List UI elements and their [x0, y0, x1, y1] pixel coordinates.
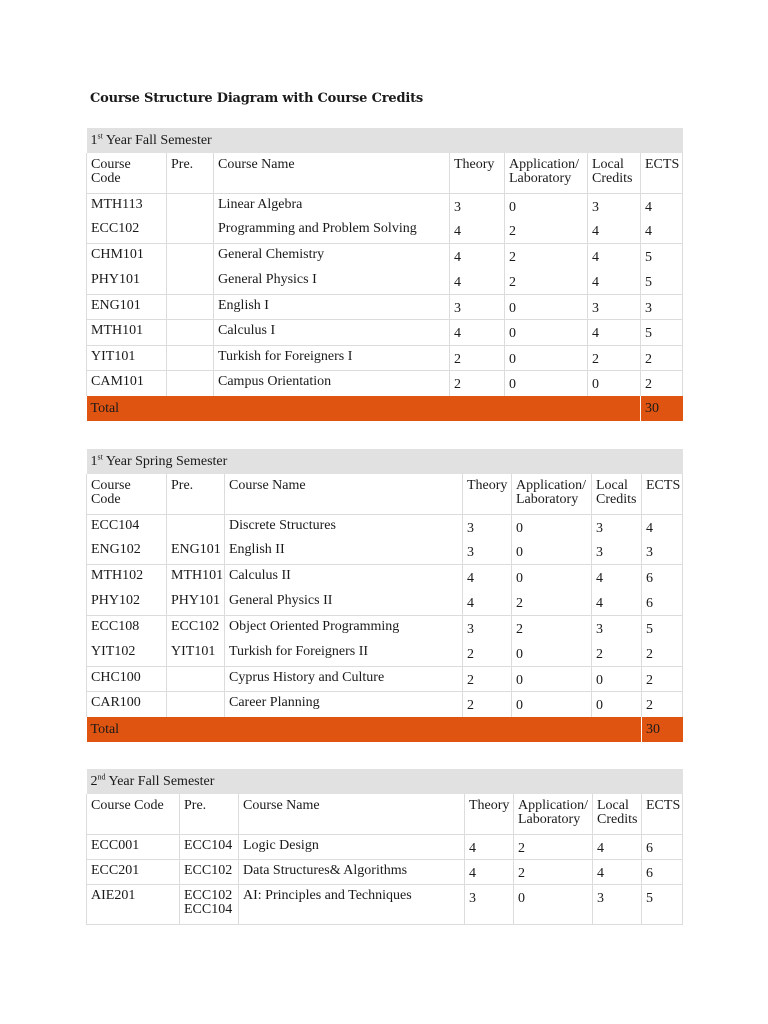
course-row: [87, 539, 683, 564]
course-code: ECC108: [87, 616, 167, 641]
course-lab: 0: [505, 295, 588, 320]
course-theory: 3: [465, 885, 514, 925]
course-ects: 6: [642, 859, 683, 884]
course-code: PHY102: [87, 590, 167, 615]
course-prerequisite: ENG101: [167, 539, 225, 564]
header-course-name: Course Name: [225, 474, 463, 514]
header-course-code: Course Code: [87, 153, 167, 193]
course-local-credits: 4: [588, 218, 641, 243]
course-row: [87, 859, 683, 884]
course-theory: 4: [450, 269, 505, 294]
course-prerequisite: [167, 193, 214, 218]
course-name: Programming and Problem Solving: [214, 218, 450, 243]
course-theory: 2: [463, 666, 512, 691]
course-ects: 4: [642, 514, 683, 539]
course-ects: 2: [642, 666, 683, 691]
course-row: [87, 590, 683, 615]
course-row: [87, 565, 683, 590]
course-code: ECC104: [87, 514, 167, 539]
header-local-credits: Local Credits: [588, 153, 641, 193]
course-ects: 4: [641, 218, 683, 243]
header-prerequisite: Pre.: [167, 153, 214, 193]
course-name: English II: [225, 539, 463, 564]
course-theory: 4: [465, 834, 514, 859]
course-theory: 4: [450, 244, 505, 269]
course-lab: 0: [512, 641, 592, 666]
course-ects: 3: [641, 295, 683, 320]
header-theory: Theory: [465, 794, 514, 834]
course-lab: 0: [512, 692, 592, 717]
total-row: [87, 717, 683, 742]
course-name: Data Structures& Algorithms: [239, 859, 465, 884]
course-name: Cyprus History and Culture: [225, 666, 463, 691]
course-ects: 6: [642, 834, 683, 859]
course-code: YIT102: [87, 641, 167, 666]
header-local-credits: Local Credits: [593, 794, 642, 834]
course-theory: 2: [450, 345, 505, 370]
course-prerequisite: ECC102: [180, 859, 239, 884]
semester-table-2nd-year-fall: [86, 769, 683, 925]
course-ects: 5: [641, 269, 683, 294]
course-theory: 4: [463, 565, 512, 590]
course-name: English I: [214, 295, 450, 320]
header-local-credits: Local Credits: [592, 474, 642, 514]
header-course-code: Course Code: [87, 794, 180, 834]
course-prerequisite: [167, 345, 214, 370]
course-row: [87, 641, 683, 666]
course-ects: 6: [642, 565, 683, 590]
course-prerequisite: ECC104: [180, 834, 239, 859]
course-code: ENG101: [87, 295, 167, 320]
course-local-credits: 4: [593, 834, 642, 859]
course-ects: 5: [641, 320, 683, 345]
course-ects: 5: [642, 616, 683, 641]
course-name: Calculus II: [225, 565, 463, 590]
course-theory: 2: [463, 641, 512, 666]
course-theory: 3: [463, 539, 512, 564]
course-theory: 3: [463, 514, 512, 539]
course-theory: 4: [450, 218, 505, 243]
course-lab: 0: [512, 565, 592, 590]
course-lab: 2: [505, 244, 588, 269]
course-prerequisite: [167, 692, 225, 717]
course-prerequisite: YIT101: [167, 641, 225, 666]
course-theory: 4: [450, 320, 505, 345]
course-row: [87, 834, 683, 859]
course-code: YIT101: [87, 345, 167, 370]
course-code: ECC102: [87, 218, 167, 243]
header-ects: ECTS: [642, 474, 683, 514]
header-ects: ECTS: [642, 794, 683, 834]
course-code: PHY101: [87, 269, 167, 294]
course-row: [87, 193, 683, 218]
course-name: AI: Principles and Techniques: [239, 885, 465, 925]
course-local-credits: 0: [592, 666, 642, 691]
course-name: Calculus I: [214, 320, 450, 345]
course-name: Career Planning: [225, 692, 463, 717]
course-theory: 2: [450, 371, 505, 396]
total-ects: 30: [641, 396, 683, 421]
course-name: Turkish for Foreigners I: [214, 345, 450, 370]
course-code: CHM101: [87, 244, 167, 269]
course-theory: 3: [450, 193, 505, 218]
course-ects: 4: [641, 193, 683, 218]
course-prerequisite: [167, 295, 214, 320]
course-prerequisite: [167, 218, 214, 243]
course-theory: 4: [465, 859, 514, 884]
header-course-code: Course Code: [87, 474, 167, 514]
course-local-credits: 3: [592, 514, 642, 539]
course-name: Turkish for Foreigners II: [225, 641, 463, 666]
course-code: MTH102: [87, 565, 167, 590]
course-local-credits: 3: [588, 193, 641, 218]
course-lab: 0: [505, 371, 588, 396]
semester-heading: 1st Year Fall Semester: [87, 128, 683, 153]
course-prerequisite: [167, 371, 214, 396]
course-theory: 4: [463, 590, 512, 615]
course-lab: 2: [505, 269, 588, 294]
course-lab: 0: [505, 320, 588, 345]
course-name: Linear Algebra: [214, 193, 450, 218]
course-code: ENG102: [87, 539, 167, 564]
course-name: General Physics I: [214, 269, 450, 294]
document-title: Course Structure Diagram with Course Credits: [90, 91, 423, 106]
header-application-laboratory: Application/ Laboratory: [505, 153, 588, 193]
course-ects: 5: [641, 244, 683, 269]
course-theory: 3: [450, 295, 505, 320]
total-label: Total: [87, 717, 642, 742]
semester-heading: 1st Year Spring Semester: [87, 449, 683, 474]
course-lab: 0: [505, 193, 588, 218]
course-row: [87, 244, 683, 269]
course-row: [87, 320, 683, 345]
course-name: Logic Design: [239, 834, 465, 859]
course-lab: 0: [514, 885, 593, 925]
course-name: Campus Orientation: [214, 371, 450, 396]
course-name: Discrete Structures: [225, 514, 463, 539]
course-local-credits: 2: [592, 641, 642, 666]
course-ects: 3: [642, 539, 683, 564]
course-row: [87, 692, 683, 717]
header-course-name: Course Name: [239, 794, 465, 834]
course-row: [87, 345, 683, 370]
course-name: General Chemistry: [214, 244, 450, 269]
course-row: [87, 218, 683, 243]
total-label: Total: [87, 396, 641, 421]
course-local-credits: 3: [593, 885, 642, 925]
course-prerequisite: ECC102: [167, 616, 225, 641]
course-ects: 2: [642, 692, 683, 717]
header-theory: Theory: [463, 474, 512, 514]
total-row: [87, 396, 683, 421]
course-local-credits: 4: [588, 320, 641, 345]
course-prerequisite: PHY101: [167, 590, 225, 615]
course-lab: 2: [514, 834, 593, 859]
course-lab: 0: [512, 539, 592, 564]
course-local-credits: 2: [588, 345, 641, 370]
course-local-credits: 4: [592, 565, 642, 590]
course-local-credits: 0: [592, 692, 642, 717]
course-prerequisite: ECC102 ECC104: [180, 885, 239, 925]
course-prerequisite: MTH101: [167, 565, 225, 590]
course-local-credits: 0: [588, 371, 641, 396]
course-row: [87, 371, 683, 396]
course-prerequisite: [167, 269, 214, 294]
course-local-credits: 3: [592, 539, 642, 564]
course-code: CHC100: [87, 666, 167, 691]
course-prerequisite: [167, 666, 225, 691]
course-row: [87, 295, 683, 320]
course-ects: 6: [642, 590, 683, 615]
course-local-credits: 4: [593, 859, 642, 884]
course-ects: 5: [642, 885, 683, 925]
semester-table-1st-year-spring: [86, 449, 683, 742]
course-ects: 2: [641, 345, 683, 370]
course-row: [87, 616, 683, 641]
course-code: MTH101: [87, 320, 167, 345]
course-ects: 2: [641, 371, 683, 396]
header-prerequisite: Pre.: [180, 794, 239, 834]
course-code: CAR100: [87, 692, 167, 717]
header-application-laboratory: Application/ Laboratory: [514, 794, 593, 834]
course-theory: 3: [463, 616, 512, 641]
semester-heading: 2nd Year Fall Semester: [87, 769, 683, 794]
course-lab: 2: [514, 859, 593, 884]
course-lab: 2: [505, 218, 588, 243]
course-lab: 0: [512, 666, 592, 691]
course-lab: 2: [512, 590, 592, 615]
course-local-credits: 4: [588, 269, 641, 294]
header-course-name: Course Name: [214, 153, 450, 193]
semester-table-1st-year-fall: [86, 128, 683, 421]
course-row: [87, 885, 683, 925]
course-code: CAM101: [87, 371, 167, 396]
course-row: [87, 666, 683, 691]
course-name: Object Oriented Programming: [225, 616, 463, 641]
course-local-credits: 3: [592, 616, 642, 641]
course-code: ECC201: [87, 859, 180, 884]
course-lab: 2: [512, 616, 592, 641]
course-name: General Physics II: [225, 590, 463, 615]
course-row: [87, 514, 683, 539]
course-lab: 0: [512, 514, 592, 539]
course-local-credits: 3: [588, 295, 641, 320]
course-prerequisite: [167, 320, 214, 345]
course-theory: 2: [463, 692, 512, 717]
header-ects: ECTS: [641, 153, 683, 193]
course-code: MTH113: [87, 193, 167, 218]
course-prerequisite: [167, 244, 214, 269]
header-prerequisite: Pre.: [167, 474, 225, 514]
course-local-credits: 4: [588, 244, 641, 269]
course-row: [87, 269, 683, 294]
course-prerequisite: [167, 514, 225, 539]
total-ects: 30: [642, 717, 683, 742]
course-lab: 0: [505, 345, 588, 370]
course-local-credits: 4: [592, 590, 642, 615]
header-theory: Theory: [450, 153, 505, 193]
course-code: AIE201: [87, 885, 180, 925]
course-ects: 2: [642, 641, 683, 666]
header-application-laboratory: Application/ Laboratory: [512, 474, 592, 514]
course-code: ECC001: [87, 834, 180, 859]
